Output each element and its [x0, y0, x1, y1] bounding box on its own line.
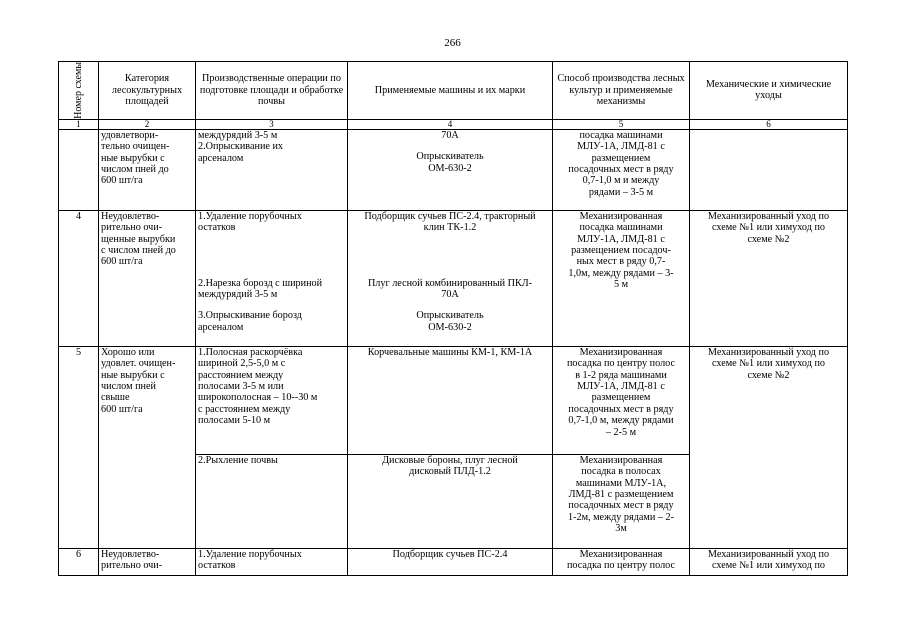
care-cell: Механизированный уход по схеме №1 или химуход по [690, 548, 848, 575]
method-cell: Механизированная посадка по центру полос [553, 548, 690, 575]
header-care: Механические и химические уходы [690, 62, 848, 120]
table-row-scheme-5 [59, 346, 848, 454]
column-number: 1 [59, 119, 99, 129]
header-machines: Применяемые машины и их марки [348, 62, 553, 120]
care-cell [690, 129, 848, 210]
machine-text: Подборщик сучьев ПС-2.4, тракторный клин ТК-1.2 [364, 210, 536, 234]
scheme-number-cell: 4 [59, 210, 99, 346]
machine-text: 70А [441, 129, 459, 141]
method-cell: Механизированная посадка машинами МЛУ-1А, ЛМД-81 с размещением посадоч- ных мест в ряду 0,7- 1,0м, между рядами – 3- 5 м [553, 210, 690, 346]
column-number: 2 [99, 119, 196, 129]
method-cell: посадка машинами МЛУ-1А, ЛМД-81 с размещением посадочных мест в ряду 0,7-1,0 м и между рядами – 3-5 м [553, 129, 690, 210]
machines-cell [348, 129, 553, 210]
header-scheme-number: Номер схемы [59, 62, 99, 120]
column-number: 6 [690, 119, 848, 129]
header-method: Способ производства лесных культур и применяемые механизмы [553, 62, 690, 120]
method-cell: Механизированная посадка в полосах машинами МЛУ-1А, ЛМД-81 с размещением посадочных мест в ряду 1-2м, между рядами – 2- 3м [553, 454, 690, 548]
table-row-continued [59, 129, 848, 210]
column-number: 5 [553, 119, 690, 129]
operation-cell: междурядий 3-5 м 2.Опрыскивание их арсеналом [196, 129, 348, 210]
machines-cell: Подборщик сучьев ПС-2.4 [348, 548, 553, 575]
scheme-number-cell: 6 [59, 548, 99, 575]
scheme-number-cell [59, 129, 99, 210]
category-cell: Неудовлетво- рительно очи- [99, 548, 196, 575]
machine-text: Опрыскиватель ОМ-630-2 [416, 151, 484, 174]
column-number: 3 [196, 119, 348, 129]
page-number: 266 [444, 37, 461, 49]
care-cell: Механизированный уход по схеме №1 или химуход по схеме №2 [690, 210, 848, 346]
operation-text: 2.Нарезка борозд с шириной междурядий 3-5 м [198, 277, 323, 301]
machine-text: Опрыскиватель ОМ-630-2 [416, 310, 484, 333]
category-cell: удовлетвори- тельно очищен- ные вырубки с числом пней до 600 шт/га [99, 129, 196, 210]
care-cell: Механизированный уход по схеме №1 или химуход по схеме №2 [690, 346, 848, 548]
machines-cell [348, 210, 553, 346]
machines-cell: Дисковые бороны, плуг лесной дисковый ПЛД-1.2 [348, 454, 553, 548]
operation-text: 3.Опрыскивание борозд арсеналом [198, 310, 302, 333]
header-row [59, 62, 848, 120]
machines-cell: Корчевальные машины КМ-1, КМ-1А [348, 346, 553, 454]
method-cell: Механизированная посадка по центру полос в 1-2 ряда машинами МЛУ-1А, ЛМД-81 с размещением посадочных мест в ряду 0,7-1,0 м, между рядами – 2-5 м [553, 346, 690, 454]
operation-cell: 2.Рыхление почвы [196, 454, 348, 548]
column-numbers-row [59, 119, 848, 129]
category-cell: Хорошо или удовлет. очищен- ные вырубки с числом пней свыше 600 шт/га [99, 346, 196, 548]
operation-text: 1.Удаление порубочных остатков [198, 210, 302, 234]
column-number: 4 [348, 119, 553, 129]
table-row-scheme-6 [59, 548, 848, 575]
forest-cultures-table [58, 61, 848, 576]
header-category: Категория лесокультурных площадей [99, 62, 196, 120]
category-cell: Неудовлетво- рительно очи- щенные вырубки с числом пней до 600 шт/га [99, 210, 196, 346]
table-row-scheme-4 [59, 210, 848, 346]
scheme-number-cell: 5 [59, 346, 99, 548]
header-operations: Производственные операции по подготовке площади и обработке почвы [196, 62, 348, 120]
operation-cell: 1.Удаление порубочных остатков [196, 548, 348, 575]
operation-cell [196, 210, 348, 346]
machine-text: Плуг лесной комбинированный ПКЛ- 70А [367, 277, 533, 301]
operation-cell: 1.Полосная раскорчёвка шириной 2,5-5,0 м с расстоянием между полосами 3-5 м или широкополосная – 10--30 м с расстоянием между полосами 5-10 м [196, 346, 348, 454]
